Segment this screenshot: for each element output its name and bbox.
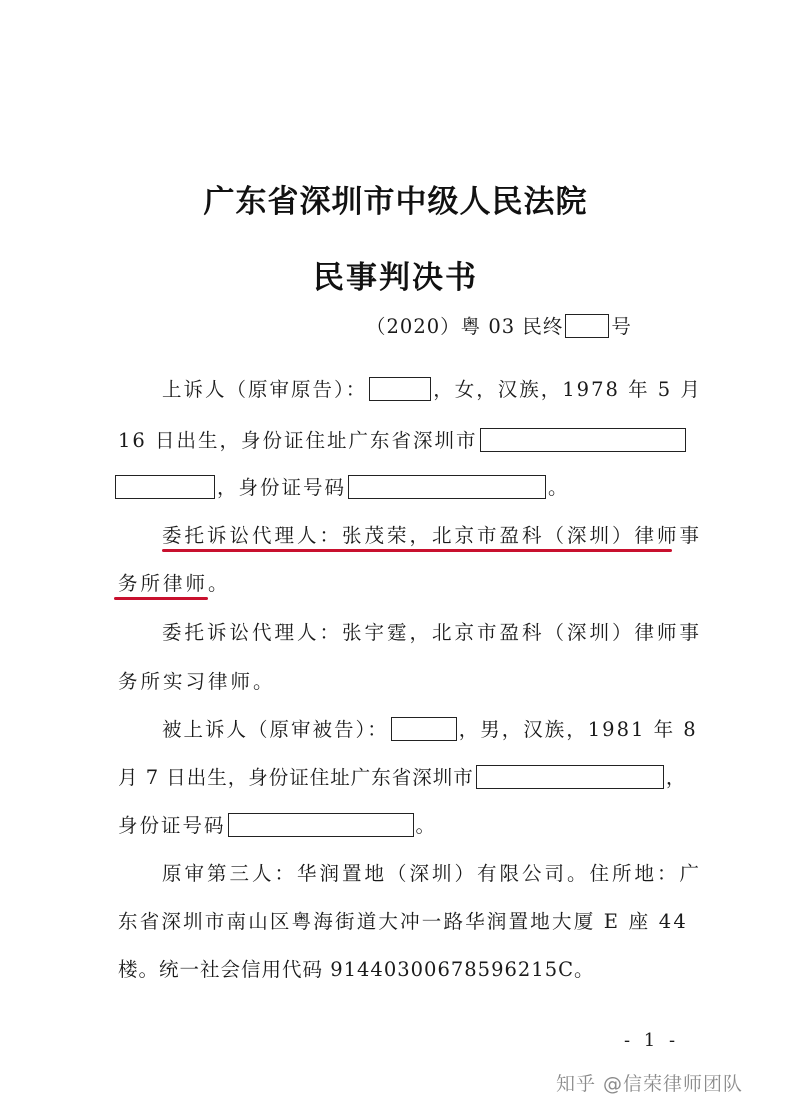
page-number: - 1 -: [624, 1030, 680, 1051]
appellant-end: 。: [548, 476, 570, 499]
court-title: 广东省深圳市中级人民法院: [203, 184, 588, 220]
redacted-appellee-address: [476, 765, 664, 789]
third-party-line-3: 楼。统一社会信用代码 91440300678596215C。: [118, 958, 595, 981]
appellant-line-2: [118, 427, 688, 455]
appellee-line2-end: ，: [665, 766, 687, 789]
third-party-line-2: 东省深圳市南山区粤海街道大冲一路华润置地大厦 E 座 44: [118, 910, 688, 933]
redacted-appellee-name: [391, 717, 457, 741]
appellant-info: ，女，汉族，1978 年 5 月: [433, 378, 702, 401]
appellee-line-3: [118, 812, 437, 840]
redacted-appellant-id: [348, 475, 546, 499]
appellant-id-label: ，身份证号码: [217, 476, 347, 499]
redacted-appellant-address-cont: [115, 475, 215, 499]
document-type-title: 民事判决书: [313, 260, 478, 296]
redacted-appellant-name: [369, 377, 431, 401]
agent1-line-2: 务所律师。: [118, 572, 231, 595]
case-number-suffix: 号: [611, 315, 632, 338]
appellee-birth-address: 月 7 日出生，身份证住址广东省深圳市: [118, 766, 474, 789]
third-party-line-1: 原审第三人：华润置地（深圳）有限公司。住所地：广: [162, 862, 703, 885]
appellee-line-2: [118, 764, 686, 792]
appellee-id-label: 身份证号码: [118, 814, 226, 837]
appellant-label: 上诉人（原审原告）：: [162, 378, 368, 401]
appellee-label: 被上诉人（原审被告）：: [162, 718, 389, 741]
zhihu-watermark: 知乎 @信荣律师团队: [556, 1073, 744, 1095]
appellant-birth-address: 16 日出生，身份证住址广东省深圳市: [118, 429, 478, 452]
appellee-line-1: [162, 716, 698, 744]
case-number-prefix: （2020）粤 03 民终: [366, 315, 564, 338]
appellee-info: ，男，汉族，1981 年 8: [458, 718, 698, 741]
redacted-case-number: [565, 314, 609, 338]
agent1-line-1: 委托诉讼代理人：张茂荣，北京市盈科（深圳）律师事: [162, 524, 703, 547]
redacted-appellant-address: [480, 428, 686, 452]
red-underline-1: [162, 549, 672, 552]
appellant-line-1: [162, 376, 702, 404]
agent2-line-2: 务所实习律师。: [118, 670, 276, 693]
appellant-line-3: [115, 474, 570, 502]
red-underline-2: [114, 597, 208, 600]
redacted-appellee-id: [228, 813, 414, 837]
appellee-end: 。: [415, 814, 438, 837]
agent2-line-1: 委托诉讼代理人：张宇霆，北京市盈科（深圳）律师事: [162, 621, 703, 644]
case-number: [366, 313, 632, 341]
